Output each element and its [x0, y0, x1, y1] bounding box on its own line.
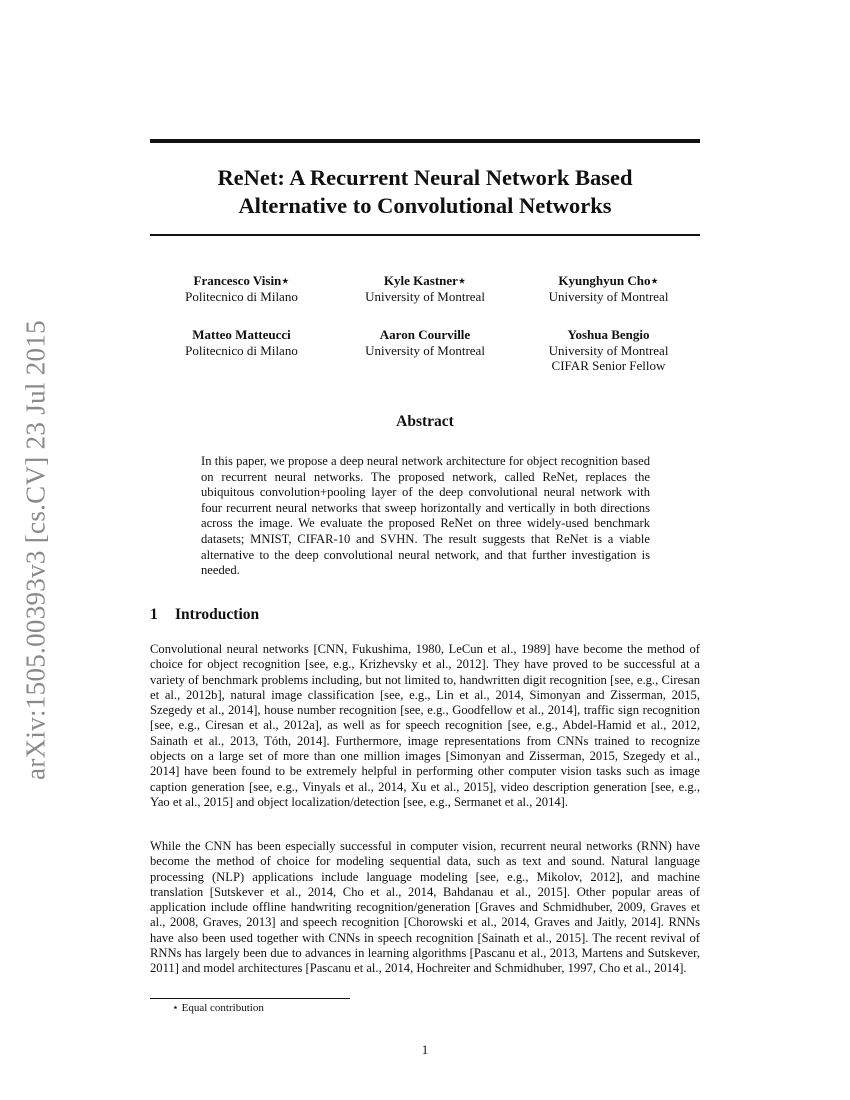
- author-affiliation: University of Montreal: [548, 288, 669, 304]
- abstract-heading: Abstract: [396, 413, 454, 430]
- intro-paragraph-2: While the CNN has been especially successful in computer vision, recurrent neural networks (RNN) have become the method of choice for modeling sequential data, such as text and sound. Natural language processing (NLP) applications include language modeling [see, e.g., Mikolov, 2012], and machine translation [Sutskever et al., 2014, Cho et al., 2014, Bahdanau et al., 2015]. Other popular areas of application include offline handwriting recognition/generation [Graves and Schmidhuber, 2009, Graves et al., 2008, Graves, 2013] and speech recognition [Chorowski et al., 2014, Graves and Jaitly, 2014]. RNNs have also been used together with CNNs in speech recognition [Sainath et al., 2015]. The recent revival of RNNs has largely been due to advances in learning algorithms [Pascanu et al., 2013, Martens and Sutskever, 2011] and model architectures [Pascanu et al., 2014, Hochreiter and Schmidhuber, 1997, Cho et al., 2014].: [150, 839, 700, 976]
- arxiv-identifier: arXiv:1505.00393v3 [cs.CV] 23 Jul 2015: [20, 320, 51, 780]
- author-row-1: [150, 273, 700, 304]
- author-yoshua-bengio: [517, 327, 700, 374]
- abstract-text: In this paper, we propose a deep neural network architecture for object recognition based on recurrent neural networks. The proposed network, called ReNet, replaces the ubiquitous convolution+pooling layer of the deep convolutional neural network with four recurrent neural networks that sweep horizontally and vertically in both directions across the image. We evaluate the proposed ReNet on three widely-used benchmark datasets; MNIST, CIFAR-10 and SVHN. The result suggests that ReNet is a viable alternative to the deep convolutional neural network, and that further investigation is needed.: [201, 454, 650, 578]
- author-affiliation: Politecnico di Milano: [185, 288, 298, 304]
- paper-title-line-2: Alternative to Convolutional Networks: [238, 193, 612, 218]
- author-name: Francesco Visin⋆: [193, 273, 290, 288]
- author-aaron-courville: [334, 327, 517, 374]
- title-top-rule: [150, 139, 700, 143]
- author-row-2: [150, 327, 700, 374]
- author-name: Aaron Courville: [379, 327, 471, 342]
- author-affiliation: University of Montreal: [365, 342, 485, 358]
- author-affiliation: University of Montreal: [365, 288, 485, 304]
- author-matteo-matteucci: [150, 327, 333, 374]
- author-francesco-visin: [150, 273, 333, 304]
- author-name: Matteo Matteucci: [192, 327, 291, 342]
- paper-title-line-1: ReNet: A Recurrent Neural Network Based: [217, 165, 633, 190]
- author-affiliation: Politecnico di Milano: [185, 342, 298, 358]
- paper-title: [150, 164, 700, 220]
- footnote-equal-contribution: ⋆ Equal contribution: [172, 1002, 264, 1014]
- author-block: [150, 273, 700, 397]
- author-affiliation-secondary: CIFAR Senior Fellow: [551, 358, 666, 373]
- author-name: Kyle Kastner⋆: [383, 273, 467, 288]
- author-affiliation: University of Montreal: [548, 342, 669, 358]
- section-heading-introduction: [150, 606, 259, 624]
- intro-paragraph-1: Convolutional neural networks [CNN, Fukushima, 1980, LeCun et al., 1989] have become the method of choice for object recognition [see, e.g., Krizhevsky et al., 2012]. They have proved to be successful at a variety of benchmark problems including, but not limited to, handwritten digit recognition [see, e.g., Ciresan et al., 2012b], natural image classification [see, e.g., Lin et al., 2014, Simonyan and Zisserman, 2015, Szegedy et al., 2014], house number recognition [see, e.g., Goodfellow et al., 2014], traffic sign recognition [see, e.g., Ciresan et al., 2012a], as well as for speech recognition [see, e.g., Abdel-Hamid et al., 2012, Sainath et al., 2013, Tóth, 2014]. Furthermore, image representations from CNNs trained to recognize objects on a large set of more than one million images [Simonyan and Zisserman, 2015, Szegedy et al., 2014] have been found to be extremely helpful in performing other computer vision tasks such as image caption generation [see, e.g., Vinyals et al., 2014, Xu et al., 2015], video description generation [see, e.g., Yao et al., 2015] and object localization/detection [see, e.g., Sermanet et al., 2014].: [150, 642, 700, 809]
- page-number: 1: [421, 1043, 429, 1057]
- author-name: Kyunghyun Cho⋆: [558, 273, 659, 288]
- author-kyunghyun-cho: [517, 273, 700, 304]
- footnote-rule: [150, 998, 350, 999]
- author-name: Yoshua Bengio: [567, 327, 650, 342]
- title-bottom-rule: [150, 234, 700, 236]
- section-number: 1: [150, 606, 158, 623]
- section-title: Introduction: [175, 606, 260, 623]
- author-kyle-kastner: [334, 273, 517, 304]
